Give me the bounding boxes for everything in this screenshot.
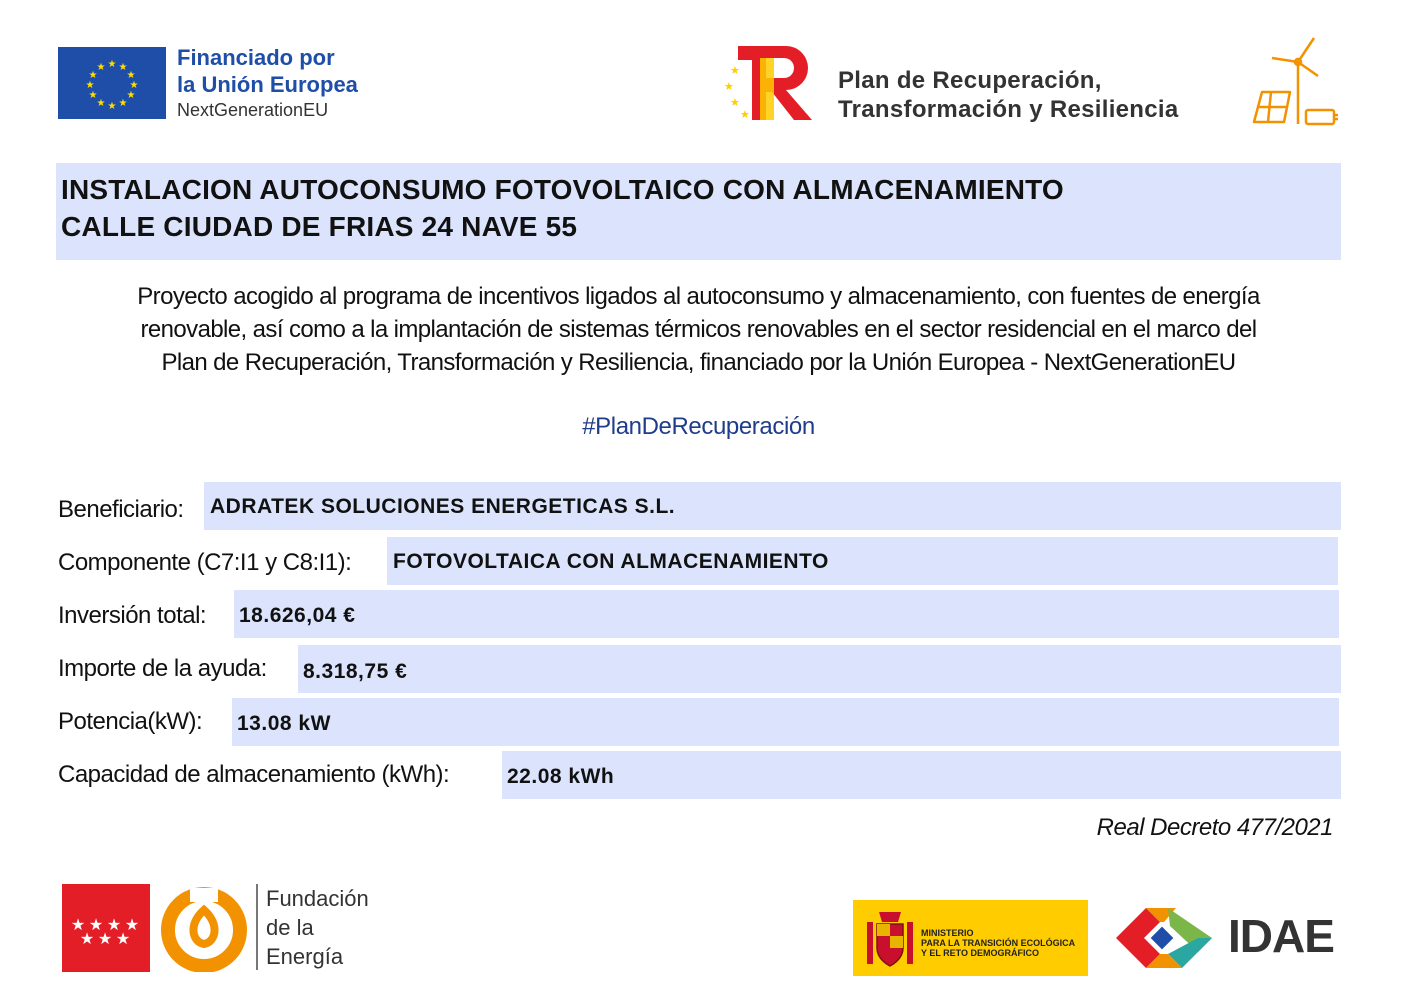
potencia-box [232,698,1339,746]
potencia-value: 13.08 kW [237,712,331,735]
coat-of-arms-icon [863,908,917,970]
fundacion-divider [256,884,258,970]
fundacion-energia-icon [160,884,250,972]
description-line-2: renovable, así como a la implantación de sistemas térmicos renovables en el sector residencial en el marco del [140,316,1257,343]
svg-text:★: ★ [96,98,106,109]
eu-funding-text [177,44,358,98]
idae-wordmark: IDAE [1228,910,1334,962]
svg-text:★: ★ [730,65,740,77]
svg-text:★: ★ [129,80,139,91]
description-line-1: Proyecto acogido al programa de incentivos ligados al autoconsumo y almacenamiento, con fuentes de energía [137,283,1260,310]
svg-text:★: ★ [115,931,131,948]
svg-text:★: ★ [70,917,86,934]
eu-flag-logo [58,47,166,119]
prtr-title [838,66,1179,124]
importe-value: 8.318,75 € [303,660,408,683]
wind-solar-icon [1248,36,1342,128]
svg-text:★: ★ [106,917,122,934]
fundacion-line-2: de la [266,915,314,940]
componente-value: FOTOVOLTAICA CON ALMACENAMIENTO [393,550,829,573]
eu-line-1: Financiado por [177,45,335,70]
ministerio-text [921,928,1075,958]
svg-text:★: ★ [124,917,140,934]
importe-box [298,645,1341,693]
fundacion-line-1: Fundación [266,886,369,911]
fundacion-line-3: Energía [266,944,344,969]
prtr-line-1: Plan de Recuperación, [838,67,1102,94]
svg-text:★: ★ [88,90,98,101]
capacidad-box [502,751,1341,799]
svg-text:★: ★ [740,109,750,121]
svg-text:★: ★ [88,917,104,934]
svg-text:★: ★ [118,98,128,109]
inversion-label: Inversión total: [58,602,207,629]
eu-line-2: la Unión Europea [177,72,358,97]
potencia-label: Potencia(kW): [58,708,203,735]
beneficiario-label: Beneficiario: [58,496,184,523]
componente-box [387,537,1338,585]
svg-text:★: ★ [126,70,136,81]
prtr-logo-icon [722,44,814,122]
ministerio-line-3: Y EL RETO DEMOGRÁFICO [921,948,1040,958]
decree-text: Real Decreto 477/2021 [1096,814,1333,841]
svg-text:★: ★ [85,80,95,91]
svg-text:★: ★ [724,81,734,93]
hashtag: #PlanDeRecuperación [582,413,815,440]
svg-text:★: ★ [79,931,95,948]
beneficiario-box [204,482,1341,530]
description-line-3: Plan de Recuperación, Transformación y Resiliencia, financiado por la Unión Europea - NextGenerationEU [161,349,1236,376]
svg-text:★: ★ [107,101,117,112]
ministerio-logo [853,900,1088,976]
title-line-1: INSTALACION AUTOCONSUMO FOTOVOLTAICO CON ALMACENAMIENTO [61,174,1064,205]
svg-text:★: ★ [730,97,740,109]
svg-text:★: ★ [107,59,117,70]
svg-text:★: ★ [126,90,136,101]
eu-nextgen-text: NextGenerationEU [177,100,329,120]
fundacion-text [266,884,369,971]
beneficiario-value: ADRATEK SOLUCIONES ENERGETICAS S.L. [210,495,676,518]
componente-label: Componente (C7:I1 y C8:I1): [58,549,352,576]
comunidad-madrid-logo [62,884,150,972]
eu-stars-icon [58,47,166,119]
idae-logo-icon [1108,900,1220,976]
svg-text:★: ★ [88,70,98,81]
inversion-value: 18.626,04 € [239,604,356,627]
ministerio-line-2: PARA LA TRANSICIÓN ECOLÓGICA [921,938,1076,948]
svg-text:★: ★ [118,62,128,73]
inversion-box [234,590,1339,638]
ministerio-line-1: MINISTERIO [921,928,974,938]
svg-text:★: ★ [96,62,106,73]
svg-text:★: ★ [97,931,113,948]
importe-label: Importe de la ayuda: [58,655,267,682]
title-line-2: CALLE CIUDAD DE FRIAS 24 NAVE 55 [61,211,578,242]
capacidad-value: 22.08 kWh [507,765,615,788]
capacidad-label: Capacidad de almacenamiento (kWh): [58,761,450,788]
prtr-line-2: Transformación y Resiliencia [838,96,1179,123]
